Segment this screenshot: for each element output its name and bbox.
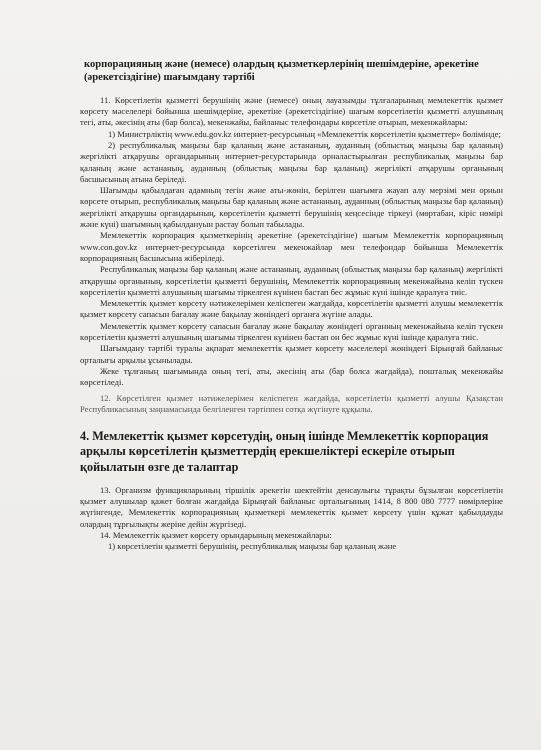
paragraph-registration: Шағымды қабылдаған адамның тегін және аты-жөнін, берілген шағымға жауап алу мерзімі мен орнын көрсете отырып, республикалық маңызы бар қаланың және астананың, ауданның (облыстық маңызы бар қаланың) жергілікті атқарушы органдарының, көрсетілетін қызметті берушінің кеңсесінде тіркеуі (мөртабан, кіріс нөмірі және күні) шағымның қабылдануын растау болып табылады. xyxy=(80,185,503,230)
paragraph-quality-body: Мемлекеттік қызмет көрсету сапасын бағалау және бақылау жөніндегі органның мекенжайына келіп түскен көрсетілетін қызметті алушының шағымы тіркелген күнінен бастап он бес жұмыс күні ішінде қаралуға тиіс. xyxy=(80,320,503,343)
paragraph-11: 11. Көрсетілетін қызметті берушінің және (немесе) оның лауазымды тұлғаларының мемлекеттік қызмет көрсету мәселелері бойынша шешімдеріне, әрекетіне (әрекетсіздігіне) шағым көрсетілетін қызметті алушының тегі, аты, әкесінің аты (бар болса), мекенжайы, байланыс телефондары көрсетіле отырып, мекенжайлары: xyxy=(80,94,503,128)
paragraph-13: 13. Организм функцияларының тіршілік әрекетін шектейтін денсаулығы тұрақты бұзылған көрсетілетін қызмет алушылар қажет болған жағдайда Бірыңғай байланыс орталығының 1414, 8 800 080 7777 нөмірлеріне жүгінгенде, Мемлекеттік корпорацияның қызметкері мемлекеттік қызмет көрсету үшін құжат қабылдауды олардың тұрғылықты жеріне дейін жүргізеді. xyxy=(80,484,503,529)
paragraph-11-item-1: 1) Министрліктің www.edu.gov.kz интернет-ресурсының «Мемлекеттік көрсетілетін қызметтер» бөлімінде; xyxy=(108,128,501,139)
paragraph-postal: Жеке тұлғаның шағымында оның тегі, аты, әкесінің аты (бар болса жағдайда), пошталық мекенжайы көрсетіледі. xyxy=(80,365,503,388)
paragraph-review-term: Республикалық маңызы бар қаланың және астананың, ауданның (облыстық маңызы бар қаланың) жергілікті атқарушы органының, көрсетілетін қызметті берушінің, Мемлекеттік корпорацияның мекенжайына келіп түскен көрсетілетін қызметті алушының шағымы тіркелген күнінен бастап бес жұмыс күні ішінде қаралуға тиіс. xyxy=(80,264,503,297)
paragraph-14: 14. Мемлекеттік қызмет көрсету орындарының мекенжайлары: xyxy=(100,529,332,540)
section-heading-appeal: корпорацияның және (немесе) олардың қызметкерлерінің шешімдеріне, әрекетіне (әрекетсіздігіне) шағымдану тәртібі xyxy=(84,59,479,84)
paragraph-disagreement: Мемлекеттік қызмет көрсету нәтижелерімен келіспеген жағдайда, көрсетілетін қызметті алушы мемлекеттік қызмет көрсету сапасын бағалау және бақылау жөніндегі органға жүгіне алады. xyxy=(80,298,503,320)
paragraph-11-item-2: 2) республикалық маңызы бар қаланың және астананың, ауданның (облыстық маңызы бар қаланың) жергілікті атқарушы органдарының интернет-ресурстарында орналастырылған республикалық маңызы бар қаланың және астананың, ауданның (облыстық маңызы бар қаланың) жергілікті атқарушы органының басшысының атына беріледі. xyxy=(80,140,503,184)
paragraph-12: 12. Көрсетілген қызмет нәтижелерімен келіспеген жағдайда, көрсетілетін қызметті алушы Қазақстан Республикасының заңнамасында белгіленген тәртіппен сотқа жүгінуге құқылы. xyxy=(80,392,503,414)
section-heading-4: 4. Мемлекеттік қызмет көрсетудің, оның ішінде Мемлекеттік корпорация арқылы көрсетілетін қызметтердің ерекшеліктері ескеріле отырып қойылатын өзге де талаптар xyxy=(80,429,489,474)
paragraph-14-item-1: 1) көрсетілетін қызметті берушінің, республикалық маңызы бар қаланың және xyxy=(108,541,397,552)
paragraph-info-center: Шағымдану тәртібі туралы ақпарат мемлекеттік қызмет көрсету мәселелері жөніндегі Бірыңғай байланыс орталығы арқылы ұсынылады. xyxy=(80,343,503,365)
paragraph-corporation-complaint: Мемлекеттік корпорация қызметкерінің әрекетіне (әрекетсіздігіне) шағым Мемлекеттік корпорацияның www.con.gov.kz интернет-ресурсында көрсетілген мекенжайлар мен телефондар бойынша Мемлекеттік корпорацияның басшысына жіберіледі. xyxy=(80,230,503,263)
